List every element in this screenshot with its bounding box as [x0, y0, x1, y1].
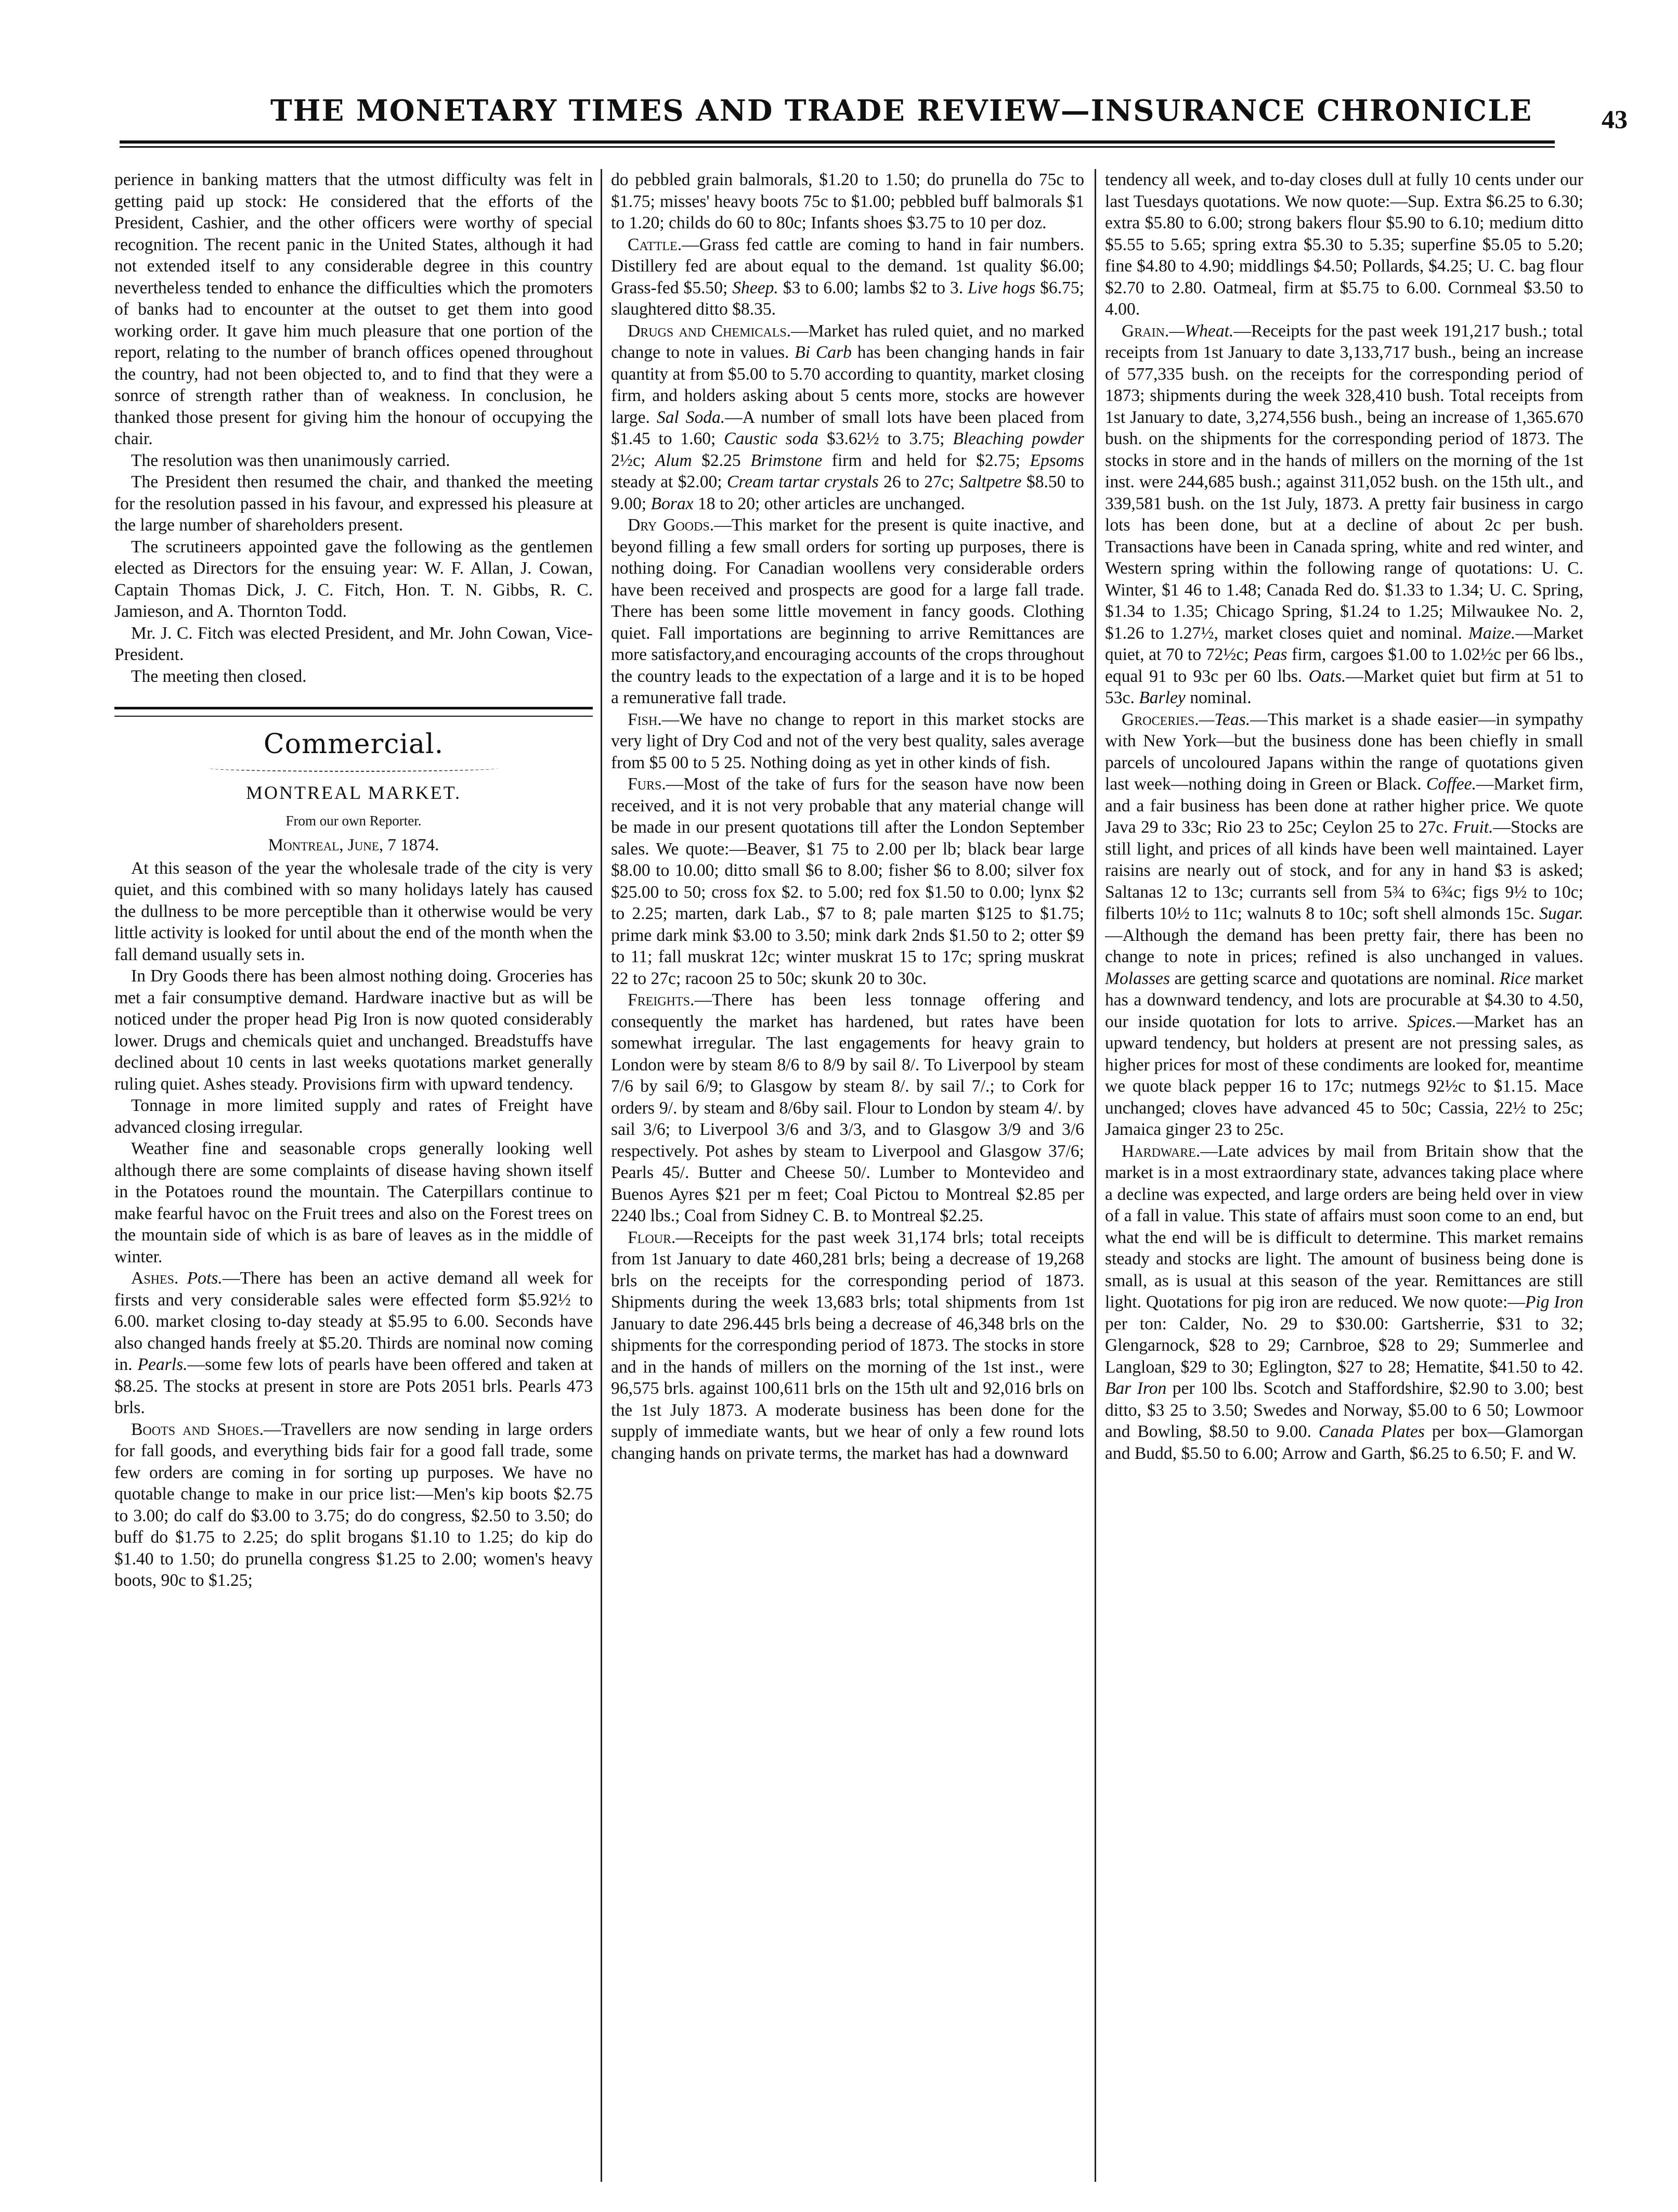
dry-goods-text: —This market for the present is quite inactive, and beyond filling a few small orders for sorting up purposes, there is nothing doing. For Canadian woollens very considerable orders have been received and prospects are good for a large fall trade. There has been some little movement in fancy goods. Clothing quiet. Fall importations are beginning to arrive Remittances are more satisfactory,and encouraging accounts of the crops throughout the country leads to the expectation of a large and it is to be hoped a remunerative fall trade.	[611, 515, 1084, 707]
item-saltpetre: Saltpetre	[959, 472, 1022, 491]
item-bar-iron: Bar Iron	[1105, 1379, 1167, 1398]
subhead-pearls: Pearls.	[137, 1355, 188, 1374]
groceries-text: market has a downward tendency, and lots are procurable at $4.30 to 4.50, our inside quotation for lots to arrive.	[1105, 968, 1583, 1031]
item-molasses: Molasses	[1105, 968, 1170, 988]
item-borax: Borax	[651, 494, 694, 513]
hardware-text: per 100 lbs. Scotch and Staffordshire, $2.90 to 3.00; best ditto, $3 25 to 3.50; Swedes and Norway, $5.00 to 6 50; Lowmoor and Bowling, $8.50 to 9.00.	[1105, 1379, 1583, 1441]
paragraph: In Dry Goods there has been almost nothing doing. Groceries has met a fair consumptive demand. Hardware inactive but as will be noticed under the proper head Pig Iron is now quoted considerably lower. Drugs and chemicals quiet and unchanged. Breadstuffs have declined about 10 cents in last weeks quotations market generally ruling quiet. Ashes steady. Provisions firm with upward tendency.	[114, 966, 593, 1094]
item-barley: Barley	[1139, 688, 1186, 707]
market-heading: MONTREAL MARKET.	[246, 782, 461, 803]
groceries-text: —Stocks are still light, and prices of all kinds have been well maintained. Layer raisins are nearly out of stock, and for any in hand $3 is asked; Saltanas 12 to 13c; currants sell from 5¾ to 6¾c; figs 9½ to 10c; filberts 10½ to 11c; walnuts 8 to 10c; soft shell almonds 15c.	[1105, 818, 1583, 923]
grain-paragraph	[1105, 320, 1583, 709]
header-rule	[120, 140, 1555, 148]
item-sheep: Sheep.	[732, 278, 778, 297]
cattle-text: $6.75; slaughtered ditto $8.35.	[611, 278, 1084, 319]
drugs-text: $3.62½ to 3.75;	[826, 429, 945, 448]
drugs-text: 18 to 20; other articles are unchanged.	[697, 494, 965, 513]
item-fruit: Fruit.	[1453, 818, 1493, 837]
paragraph: The resolution was then unanimously carried.	[131, 450, 450, 470]
hardware-text: per box—Glamorgan and Budd, $5.50 to 6.00; Arrow and Garth, $6.25 to 6.50; F. and W.	[1105, 1422, 1583, 1463]
section-head-groceries: Groceries.	[1122, 709, 1199, 729]
section-head-ashes: Ashes.	[131, 1269, 179, 1288]
column-divider	[1095, 169, 1096, 2182]
item-canada-plates: Canada Plates	[1318, 1422, 1425, 1441]
grain-text: —Market quiet but firm at 51 to 53c.	[1105, 666, 1583, 707]
groceries-text: —Although the demand has been pretty fair, there has been no change to note in prices; refined is also unchanged in values.	[1105, 925, 1583, 966]
paragraph: do pebbled grain balmorals, $1.20 to 1.50; do prunella do 75c to $1.75; misses' heavy boots 75c to $1.00; pebbled buff balmorals $1 to 1.20; childs do 60 to 80c; Infants shoes $3.75 to 10 per doz.	[611, 170, 1084, 232]
furs-text: —Most of the take of furs for the season have now been received, and it is not very probable that any material change will be made in our present quotations till after the London September sales. We quote:—Beaver, $1 75 to 2.00 per lb; black bear large $8.00 to 10.00; ditto small $6 to 8.00; fisher $6 to 8.00; silver fox $25.00 to 50; cross fox $2. to 5.00; red fox $1.50 to 0.00; lynx $2 to 2.25; marten, dark Lab., $7 to 8; pale marten $125 to $1.75; prime dark mink $3.00 to 3.50; mink dark 2nds $1.50 to 2; otter $9 to 11; fall muskrat 12c; winter muskrat 15 to 17c; spring muskrat 22 to 27c; racoon 25 to 50c; skunk 20 to 30c.	[611, 774, 1084, 988]
freights-text: —There has been less tonnage offering and consequently the market has hardened, but rates have been somewhat irregular. The last engagements for heavy grain to London were by steam 8/6 to 8/9 by sail 8/. To Liverpool by steam 7/6 by sail 6/9; to Glasgow by steam 8/. by sail 7/.; to Cork for orders 9/. by steam and 8/6by sail. Flour to London by steam 4/. by sail 3/6; to Liverpool 3/6 and 3/3, and to Glasgow 3/9 and 3/6 respectively. Pot ashes by steam to Liverpool and Glasgow 37/6; Pearls 45/. Butter and Cheese 50/. Lumber to Montevideo and Buenos Ayres $21 per m feet; Coal Pictou to Montreal $2.85 per 2240 lbs.; Coal from Sidney C. B. to Montreal $2.25.	[611, 990, 1084, 1225]
boots-paragraph	[114, 1419, 593, 1592]
item-rice: Rice	[1499, 968, 1531, 988]
column-1	[114, 169, 593, 2182]
paragraph: perience in banking matters that the utmost difficulty was felt in getting paid up stock: He considered that the efforts of the President, Cashier, and the other officers were worthy of special recognition. The recent panic in the United States, although it had not extended itself to any considerable degree in this country nevertheless tended to enhance the difficulties which the promoters of banks had to encounter at the outset to get them into good working order. It gave him much pleasure that one portion of the report, relating to the number of branch offices opened throughout the country, had not been objected to, and to find that they were a sonrce of strength rather than of weakness. In conclusion, he thanked those present for giving him the honour of occupying the chair.	[114, 170, 593, 448]
paragraph: At this season of the year the wholesale trade of the city is very quiet, and this combined with so many holidays lately has caused the dullness to be more perceptible than it otherwise would be very little activity is looked for until about the end of the month when the fall demand usually sets in.	[114, 858, 593, 964]
drugs-text: firm and held for $2.75;	[831, 450, 1020, 470]
item-teas: —Teas.	[1199, 709, 1251, 729]
item-spices: Spices.	[1407, 1012, 1456, 1031]
column-2	[611, 169, 1084, 2182]
page-title: THE MONETARY TIMES AND TRADE REVIEW—INSURANCE CHRONICLE	[270, 94, 1533, 128]
fish-text: —We have no change to report in this market stocks are very light of Dry Cod and not of the very best quality, sales average from $5 00 to 5 25. Nothing doing as yet in other kinds of fish.	[611, 709, 1084, 772]
furs-paragraph	[611, 773, 1084, 989]
drugs-paragraph	[611, 320, 1084, 515]
paragraph: tendency all week, and to-day closes dull at fully 10 cents under our last Tuesdays quotations. We now quote:—Sup. Extra $6.25 to 6.30; extra $5.80 to 6.00; strong bakers flour $5.90 to 6.10; medium ditto $5.55 to 5.65; spring extra $5.30 to 5.35; superfine $5.05 to 5.20; fine $4.80 to 4.90; middlings $4.50; Pollards, $4.25; U. C. bag flour $2.70 to 2.80. Oatmeal, firm at $5.75 to 6.00. Cornmeal $3.50 to 4.00.	[1105, 170, 1583, 319]
dateline: Montreal, June, 7 1874.	[268, 836, 439, 855]
drugs-text: has been changing hands in fair quantity at from $5.00 to 5.70 according to quantity, market closing firm, and holders asking about 5 cents more, stocks are however large.	[611, 343, 1084, 427]
item-salsoda: Sal Soda.	[656, 407, 725, 427]
subhead-pots: Pots.	[187, 1269, 223, 1288]
cattle-text: —Grass fed cattle are coming to hand in fair numbers. Distillery fed are about equal to the demand. 1st quality $6.00; Grass-fed $5.50;	[611, 235, 1084, 297]
hardware-text: —Late advices by mail from Britain show that the market is in a most extraordinary state, advances taking place where a decline was expected, and large orders are being held over in view of a fall in value. This state of affairs must soon come to an end, but what the end will be is difficult to determine. This market remains steady and stocks are light. The amount of business being done is small, as is usual at this season of the year. Remittances are still light. Quotations for pig iron are reduced. We now quote:—	[1105, 1141, 1583, 1312]
page-header	[120, 88, 1628, 134]
paragraph: The scrutineers appointed gave the following as the gentlemen elected as Directors for the ensuing year: W. F. Allan, J. Cowan, Captain Thomas Dick, J. C. Fitch, Hon. T. N. Gibbs, R. C. Jamieson, and A. Thornton Todd.	[114, 537, 593, 621]
hardware-text: per ton: Calder, No. 29 to $30.00: Gartsherrie, $31 to 32; Glengarnock, $28 to 29; Carnbroe, $28 to 29; Summerlee and Langloan, $29 to 30; Eglington, $27 to 28; Hematite, $41.50 to 42.	[1105, 1314, 1583, 1377]
grain-text: —Receipts for the past week 191,217 bush.; total receipts from 1st January to date 3,133,717 bush., being an increase of 577,335 bush. on the receipts for the corresponding period of 1873; shipments during the week 328,410 bush. Total receipts from 1st January to date, 3,274,556 bush., being an increase of 1,365.670 bush. on the shipments for the corresponding period of 1873. The stocks in store and in the hands of millers on the morning of the 1st inst. were 244,685 bush.; against 311,052 bush. on the 15th ult., and 339,581 bush. on the 1st July, 1873. A pretty fair business in cargo lots has been done, but at a decline of about 2c per bush. Transactions have been in Canada spring, white and red winter, and Western spring within the following range of quotations: U. C. Winter, $1 46 to 1.48; Canada Red do. $1.33 to 1.34; U. C. Spring, $1.34 to 1.35; Chicago Spring, $1.24 to 1.25; Milwaukee No. 2, $1.26 to 1.27½, market closes quiet and nominal.	[1105, 321, 1583, 643]
groceries-text: —Market firm, and a fair business has been done at rather higher price. We quote Java 29 to 33c; Rio 23 to 25c; Ceylon 25 to 27c.	[1105, 774, 1583, 837]
section-head-drugs: Drugs and Chemicals.	[628, 321, 791, 341]
groceries-text: are getting scarce and quotations are nominal.	[1174, 968, 1495, 988]
column-3	[1105, 169, 1583, 2182]
ashes-paragraph	[114, 1267, 593, 1419]
hardware-paragraph	[1105, 1141, 1583, 1465]
column-divider	[601, 169, 602, 2182]
section-head-dry-goods: Dry Goods.	[628, 515, 714, 535]
ashes-text: —There has been an active demand all week for firsts and very considerable sales were effected form $5.92½ to 6.00. market closing to-day steady at $5.95 to 6.00. Seconds have also changed hands freely at $5.20. Thirds are nominal now coming in.	[114, 1269, 593, 1374]
section-head-furs: Furs.	[628, 774, 666, 794]
fish-paragraph	[611, 709, 1084, 774]
flour-paragraph	[611, 1227, 1084, 1465]
item-alum: Alum	[655, 450, 692, 470]
flour-text: —Receipts for the past week 31,174 brls; total receipts from 1st January to date 460,281 brls; being a decrease of 19,268 brls on the receipts for the corresponding period of 1873. Shipments during the week 13,683 brls; total shipments from 1st January to date 296.445 brls being a decrease of 46,348 brls on the shipments for the corresponding period of 1873. The stocks in store and in the hands of millers on the morning of the 1st inst., were 96,575 brls. against 100,611 brls on the 15th ult and 92,016 brls on the 1st July 1873. A moderate business has been done for the supply of immediate wants, but we hear of only a few round lots changing hands on private terms, the market has had a downward	[611, 1227, 1084, 1463]
section-rule	[114, 707, 593, 717]
drugs-text: 2½c;	[611, 450, 646, 470]
groceries-text: —Market has an upward tendency, but holders at present are not pressing sales, as higher prices for most of these condiments are looked for, meantime we quote black pepper 16 to 17c; nutmegs 92½c to $1.15. Mace unchanged; cloves have advanced 45 to 50c; Cassia, 22½ to 25c; Jamaica ginger 23 to 25c.	[1105, 1012, 1583, 1139]
groceries-paragraph	[1105, 709, 1583, 1141]
item-maize: Maize.	[1468, 623, 1516, 643]
dry-goods-paragraph	[611, 514, 1084, 709]
item-oats: Oats.	[1308, 666, 1346, 686]
ornamental-rule	[208, 765, 499, 772]
reporter-byline: From our own Reporter.	[285, 812, 422, 829]
drugs-text: —A number of small lots have been placed from $1.45 to 1.60;	[611, 407, 1084, 448]
page-number: 43	[1602, 105, 1628, 134]
drugs-text: —Market has ruled quiet, and no marked change to note in values.	[611, 321, 1084, 362]
paragraph: The meeting then closed.	[131, 666, 307, 686]
section-head-fish: Fish.	[628, 709, 662, 729]
paragraph: The President then resumed the chair, and thanked the meeting for the resolution passed in his favour, and expressed his pleasure at the large number of shareholders present.	[114, 472, 593, 535]
section-head-freights: Freights.	[628, 990, 695, 1010]
ashes-text: —some few lots of pearls have been offered and taken at $8.25. The stocks at present in store are Pots 2051 brls. Pearls 473 brls.	[114, 1355, 593, 1417]
paragraph: Weather fine and seasonable crops generally looking well although there are some complaints of disease having shown itself in the Potatoes round the mountain. The Caterpillars continue to make fearful havoc on the Fruit trees and also on the Forest trees on the mountain side of which is as bare of leaves as in the middle of winter.	[114, 1139, 593, 1266]
cattle-paragraph	[611, 234, 1084, 320]
grain-text: firm, cargoes $1.00 to 1.02½c per 66 lbs., equal 91 to 93c per 60 lbs.	[1105, 645, 1583, 686]
drugs-text: steady at $2.00;	[611, 472, 722, 491]
item-cream-tartar: Cream tartar crystals	[726, 472, 879, 491]
item-caustic: Caustic soda	[724, 429, 819, 448]
section-head-boots: Boots and Shoes.	[131, 1419, 264, 1439]
item-sugar: Sugar.	[1539, 904, 1583, 923]
item-epsoms: Epsoms	[1030, 450, 1084, 470]
drugs-text: $2.25	[701, 450, 741, 470]
section-head-grain: Grain.	[1122, 321, 1169, 341]
grain-text: —Market quiet, at 70 to 72½c;	[1105, 623, 1583, 664]
item-pig-iron: Pig Iron	[1525, 1292, 1583, 1312]
section-head-cattle: Cattle.	[628, 235, 682, 254]
item-bicarb: Bi Carb	[795, 343, 852, 362]
boots-text: —Travellers are now sending in large orders for fall goods, and everything bids fair for a good fall trade, some few orders are coming in for sorting up purposes. We have no quotable change to make in our price list:—Men's kip boots $2.75 to 3.00; do calf do $3.00 to 3.75; do do congress, $2.50 to 3.50; do buff do $1.75 to 2.25; do split brogans $1.10 to 1.25; do kip do $1.40 to 1.50; do prunella congress $1.25 to 2.00; women's heavy boots, 90c to $1.25;	[114, 1419, 593, 1590]
drugs-text: 26 to 27c;	[883, 472, 955, 491]
grain-text: nominal.	[1190, 688, 1252, 707]
section-title: Commercial.	[263, 729, 444, 760]
cattle-text: $3 to 6.00; lambs $2 to 3.	[783, 278, 964, 297]
item-brimstone: Brimstone	[750, 450, 823, 470]
freights-paragraph	[611, 989, 1084, 1227]
item-wheat: —Wheat.	[1169, 321, 1234, 341]
paragraph: Tonnage in more limited supply and rates of Freight have advanced closing irregular.	[114, 1096, 593, 1137]
item-hogs: Live hogs	[968, 278, 1036, 297]
groceries-text: —This market is a shade easier—in sympathy with New York—but the business done has been chiefly in small parcels of uncoloured Japans within the range of quotations given last week—nothing doing in Green or Black.	[1105, 709, 1583, 794]
section-head-flour: Flour.	[628, 1227, 676, 1247]
item-bleaching: Bleaching powder	[953, 429, 1084, 448]
item-coffee: Coffee.	[1426, 774, 1476, 794]
drugs-text: $8.50 to 9.00;	[611, 472, 1084, 513]
paragraph: Mr. J. C. Fitch was elected President, and Mr. John Cowan, Vice-President.	[114, 623, 593, 664]
item-peas: Peas	[1253, 645, 1287, 664]
section-head-hardware: Hardware.	[1122, 1141, 1201, 1161]
